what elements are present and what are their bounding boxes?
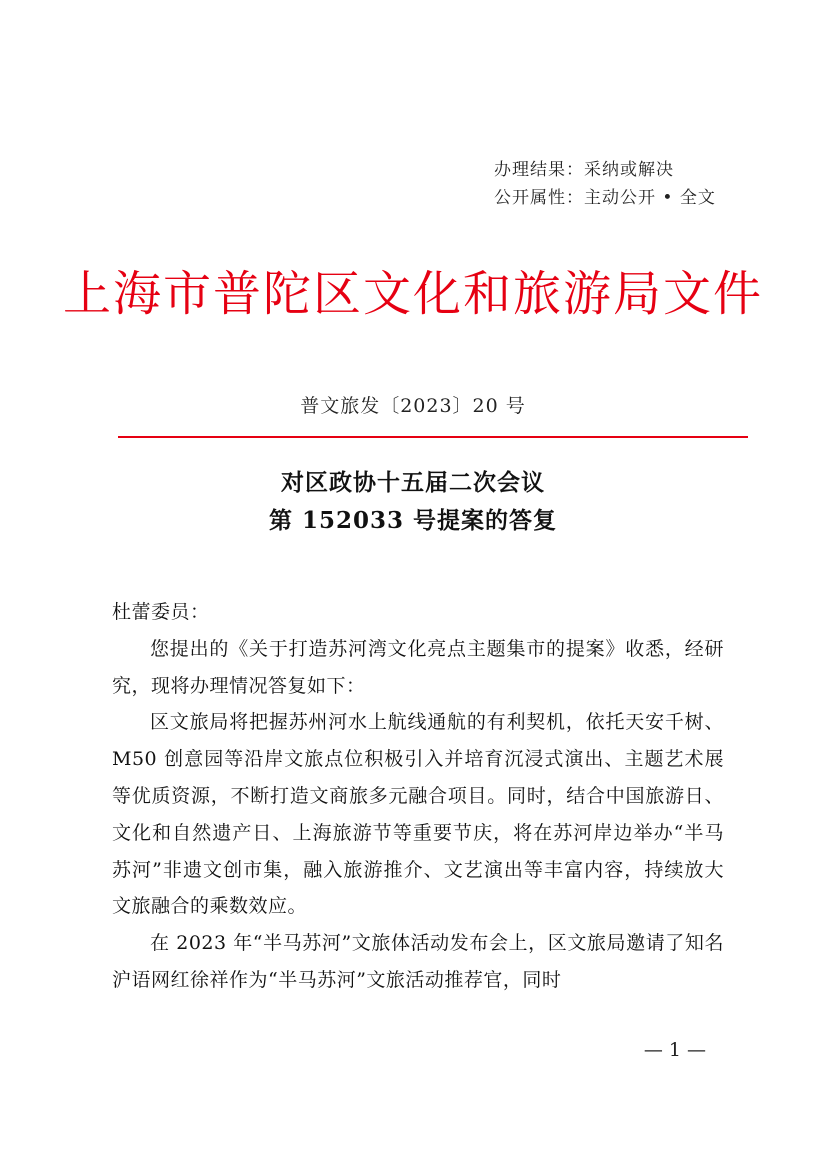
body-paragraph: 在 2023 年“半马苏河”文旅体活动发布会上，区文旅局邀请了知名沪语网红徐祥作为“半马苏河”文旅活动推荐官，同时: [112, 932, 724, 991]
red-divider-line: [118, 436, 748, 438]
document-title-line-1: 对区政协十五届二次会议: [281, 469, 545, 496]
salutation: 杜蕾委员：: [112, 601, 210, 623]
document-body: [112, 594, 724, 999]
body-paragraph: 区文旅局将把握苏州河水上航线通航的有利契机，依托天安千树、M50 创意园等沿岸文旅点位积极引入并培育沉浸式演出、主题艺术展等优质资源，不断打造文商旅多元融合项目。同时，结合中国旅游日、文化和自然遗产日、上海旅游节等重要节庆，将在苏河岸边举办“半马苏河”非遗文创市集，融入旅游推介、文艺演出等丰富内容，持续放大文旅融合的乘数效应。: [112, 711, 724, 918]
issuing-authority-header: 上海市普陀区文化和旅游局文件: [62, 266, 763, 322]
document-title-line-2: 第 152033 号提案的答复: [268, 507, 558, 534]
handling-result: 办理结果：采纳或解决: [494, 160, 674, 180]
document-metadata: [494, 156, 716, 212]
document-title: [0, 464, 826, 540]
document-number: 普文旅发〔2023〕20 号: [300, 395, 526, 417]
body-paragraph: 您提出的《关于打造苏河湾文化亮点主题集市的提案》收悉，经研究，现将办理情况答复如下：: [112, 637, 724, 697]
page-number: — 1 —: [643, 1039, 706, 1061]
disclosure-attribute: 公开属性：主动公开 • 全文: [494, 188, 716, 208]
